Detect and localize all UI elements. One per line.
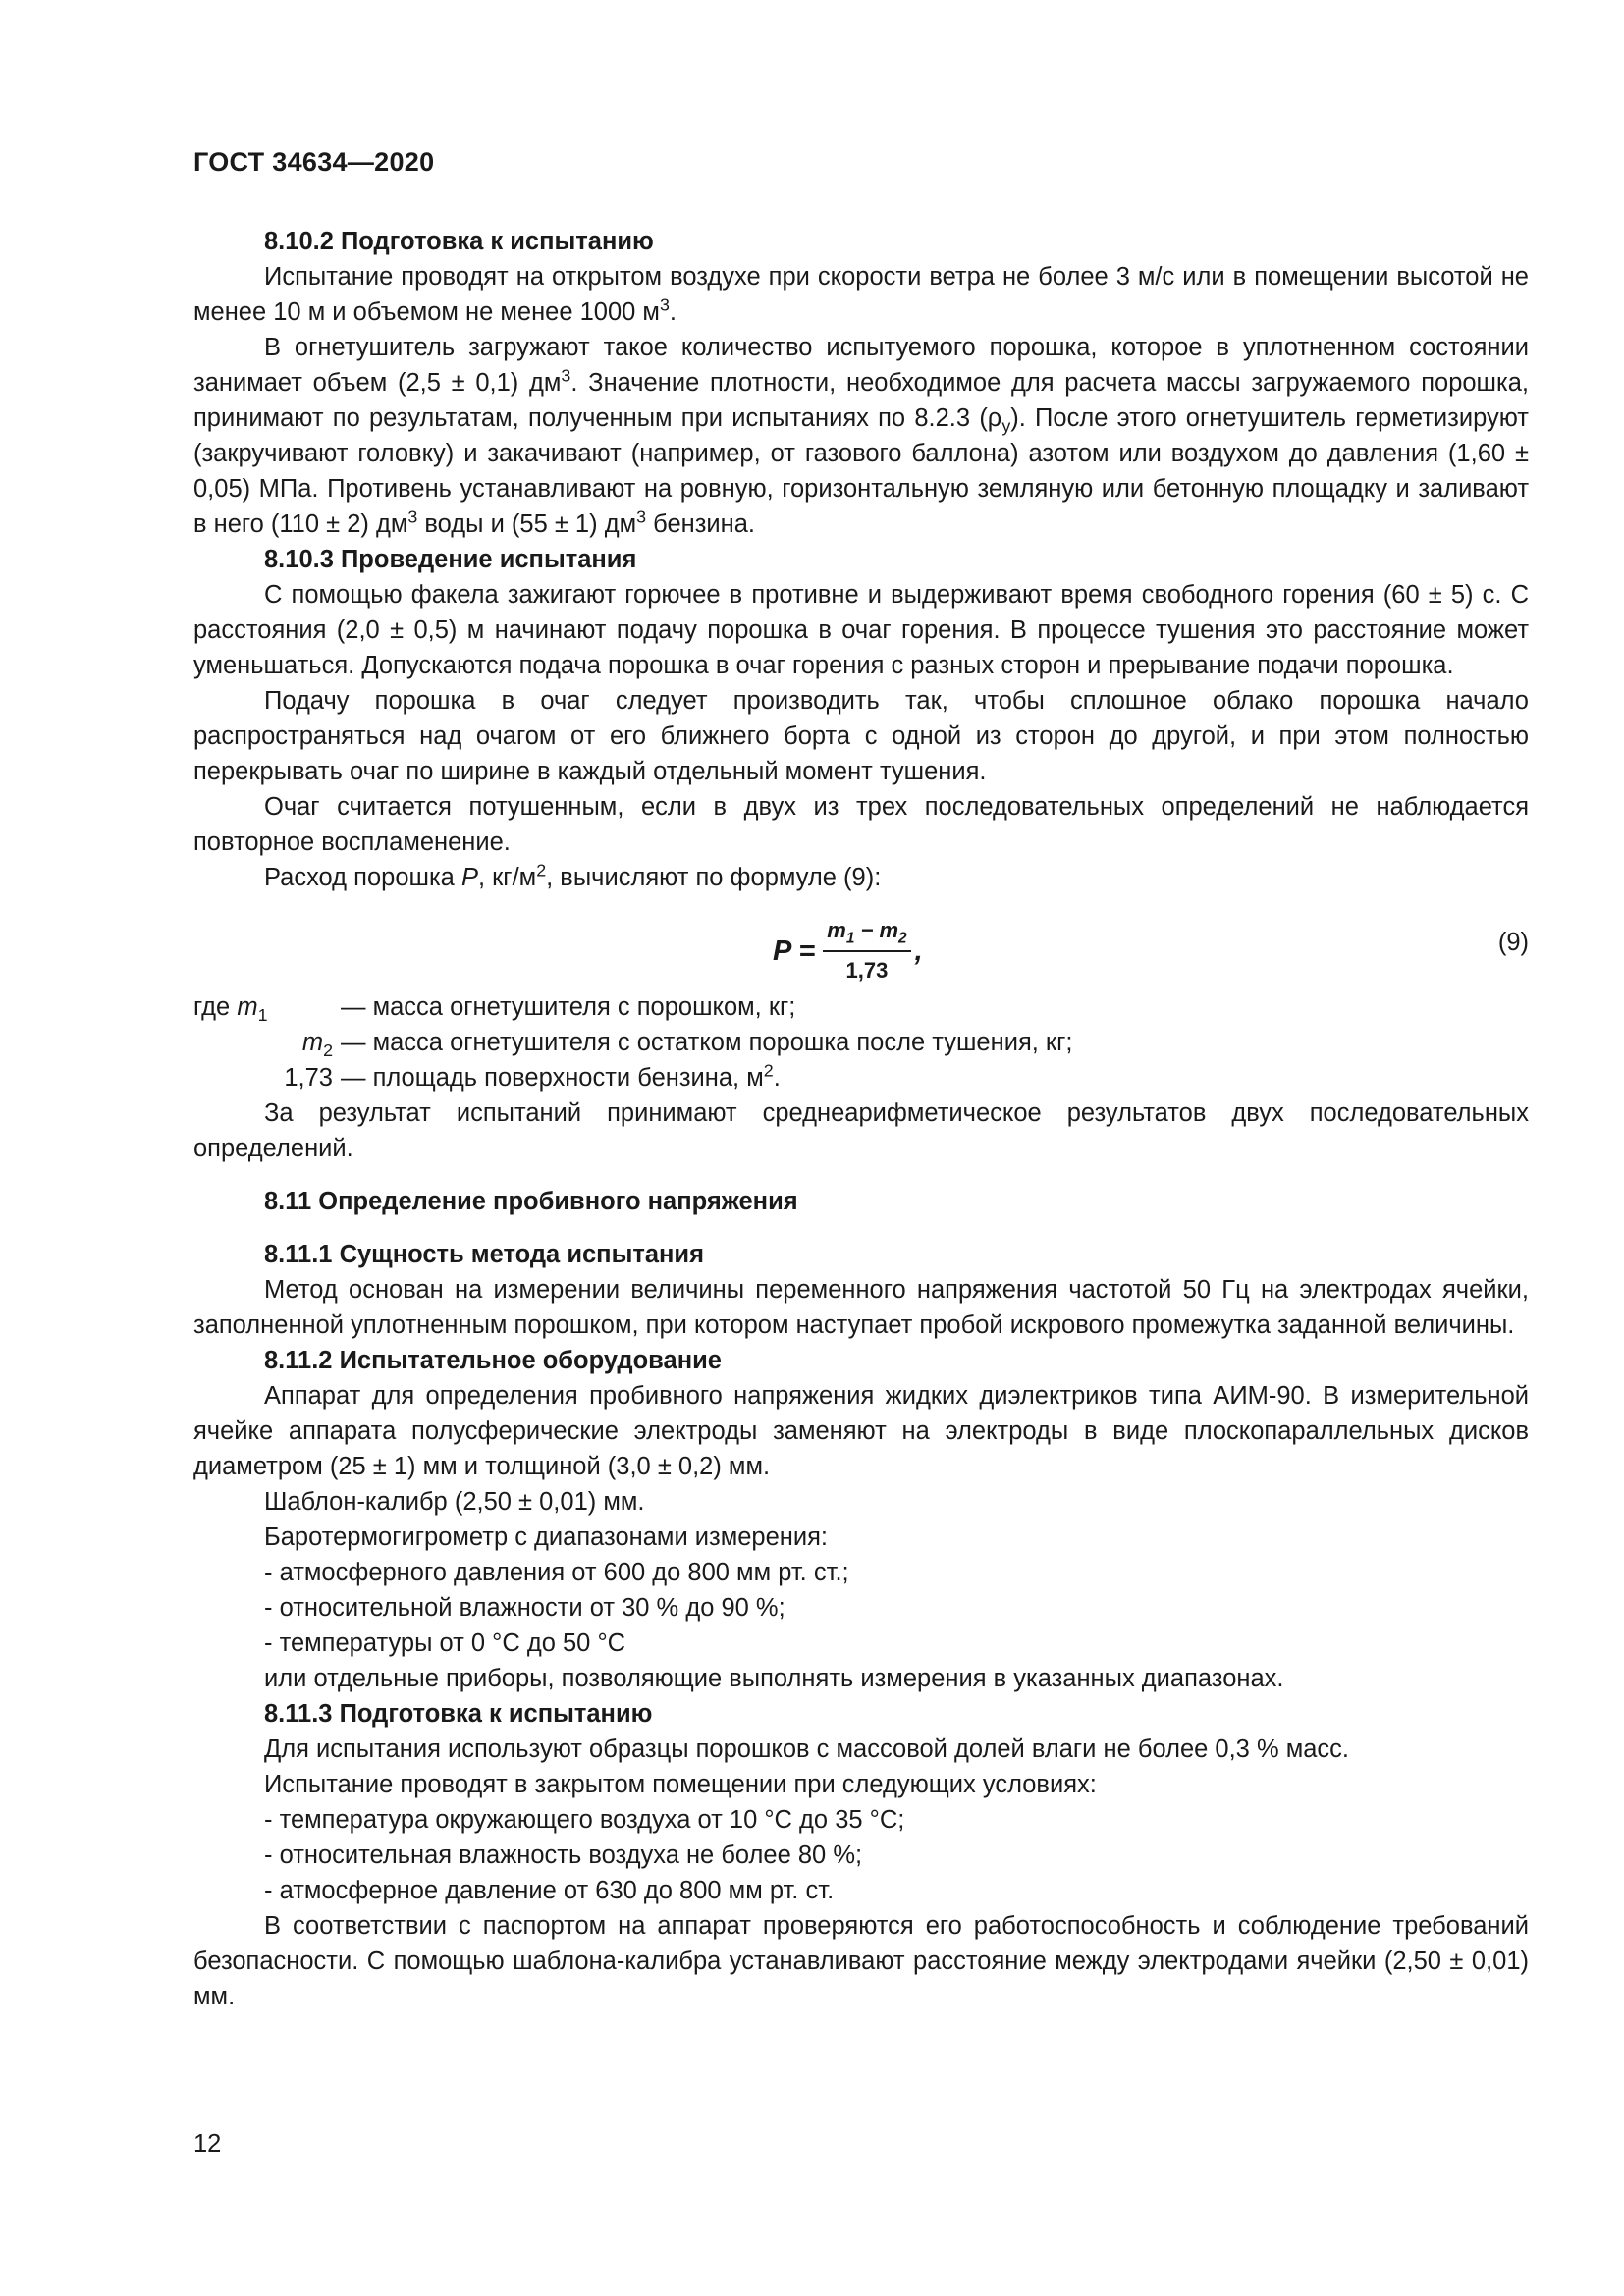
list-item: - температура окружающего воздуха от 10 °С до 35 °С;	[264, 1806, 905, 1834]
page-body	[193, 224, 1529, 2014]
list-line: или отдельные приборы, позволяющие выполнять измерения в указанных диапазонах.	[264, 1665, 1284, 1692]
paragraph: В огнетушитель загружают такое количество испытуемого порошка, которое в уплотненном состоянии занимает объем (2,5 ± 0,1) $дм^3$. Значение плотности, необходимое для расчета массы загружаемого порошка, принимают по результатам, полученным при испытаниях по 8.2.3 $(\rho_у)$. После этого огнетушитель герметизируют (закручивают головку) и закачивают (например, от газового баллона) азотом или воздухом до давления (1,60 ± 0,05) МПа. Противень устанавливают на ровную, горизонтальную земляную или бетонную площадку и заливают в него (110 ± 2) $дм^3$ воды и (55 ± 1) $дм^3$ бензина.	[193, 334, 1529, 538]
legend-row: $m_2$ — масса огнетушителя с остатком порошка после тушения, кг;	[301, 1029, 1073, 1061]
list-item: - атмосферное давление от 630 до 800 мм рт. ст.	[264, 1877, 835, 1904]
list-line: Шаблон-калибр (2,50 ± 0,01) мм.	[264, 1488, 645, 1516]
list-line: Для испытания используют образцы порошков с массовой долей влаги не более 0,3 % масс.	[264, 1735, 1350, 1763]
paragraph: Подачу порошка в очаг следует производить так, чтобы сплошное облако порошка начало распространяться над очагом от его ближнего борта с одной из сторон до другой, и при этом полностью перекрывать очаг по ширине в каждый отдельный момент тушения.	[193, 687, 1529, 785]
formula-numerator: $m_1 - m_2$	[823, 913, 910, 952]
paragraph: Испытание проводят на открытом воздухе при скорости ветра не более 3 м/с или в помещении высотой не менее 10 м и объемом не менее 1000 $м^3$.	[193, 263, 1529, 326]
paragraph: За результат испытаний принимают среднеарифметическое результатов двух последовательных определений.	[193, 1099, 1529, 1162]
section-title-8-10-2: 8.10.2 Подготовка к испытанию	[264, 228, 654, 255]
formula-lhs: P =	[773, 934, 816, 967]
section-title-8-10-3: 8.10.3 Проведение испытания	[264, 546, 637, 573]
formula-legend	[193, 989, 1529, 1095]
legend-row: 1,73 — площадь поверхности бензина, $м^2$.	[284, 1060, 781, 1092]
list-item: - атмосферного давления от 600 до 800 мм рт. ст.;	[264, 1559, 849, 1586]
formula-denominator: 1,73	[845, 958, 889, 983]
equation-number: (9)	[1497, 929, 1529, 956]
list-line: Баротермогигрометр с диапазонами измерения:	[264, 1523, 828, 1551]
paragraph: В соответствии с паспортом на аппарат проверяются его работоспособность и соблюдение требований безопасности. С помощью шаблона-калибра устанавливают расстояние между электродами ячейки (2,50 ± 0,01) мм.	[193, 1912, 1529, 2010]
document-code: ГОСТ 34634—2020	[193, 147, 435, 177]
formula-expression: P = $\frac{m_1 - m_2}{1,73}$ ,	[773, 913, 923, 988]
section-title-8-11: 8.11 Определение пробивного напряжения	[264, 1188, 798, 1215]
page-number: 12	[193, 2130, 222, 2158]
paragraph: Расход порошка P, $кг/м^2$, вычисляют по формуле (9):	[264, 860, 882, 891]
section-title-8-11-1: 8.11.1 Сущность метода испытания	[264, 1241, 704, 1268]
list-item: - относительной влажности от 30 % до 90 %;	[264, 1594, 785, 1622]
paragraph: Аппарат для определения пробивного напряжения жидких диэлектриков типа АИМ-90. В измерительной ячейке аппарата полусферические электроды заменяют на электроды в виде плоскопараллельных дисков диаметром (25 ± 1) мм и толщиной (3,0 ± 0,2) мм.	[193, 1382, 1529, 1480]
list-item: - температуры от 0 °С до 50 °С	[264, 1629, 626, 1657]
formula-fraction	[823, 913, 910, 988]
section-title-8-11-3: 8.11.3 Подготовка к испытанию	[264, 1700, 653, 1728]
list-item: - относительная влажность воздуха не более 80 %;	[264, 1842, 863, 1869]
legend-row: где $m_1$ — масса огнетушителя с порошком, кг;	[193, 993, 796, 1026]
paragraph: Метод основан на измерении величины переменного напряжения частотой 50 Гц на электродах ячейки, заполненной уплотненным порошком, при котором наступает пробой искрового промежутка заданной величины.	[193, 1276, 1529, 1339]
paragraph: С помощью факела зажигают горючее в противне и выдерживают время свободного горения (60 ± 5) с. С расстояния (2,0 ± 0,5) м начинают подачу порошка в очаг горения. В процессе тушения это расстояние может уменьшаться. Допускаются подача порошка в очаг горения с разных сторон и прерывание подачи порошка.	[193, 581, 1529, 679]
section-title-8-11-2: 8.11.2 Испытательное оборудование	[264, 1347, 722, 1374]
formula-9	[193, 903, 1529, 986]
list-line: Испытание проводят в закрытом помещении при следующих условиях:	[264, 1771, 1097, 1798]
paragraph: Очаг считается потушенным, если в двух из трех последовательных определений не наблюдается повторное воспламенение.	[193, 793, 1529, 856]
